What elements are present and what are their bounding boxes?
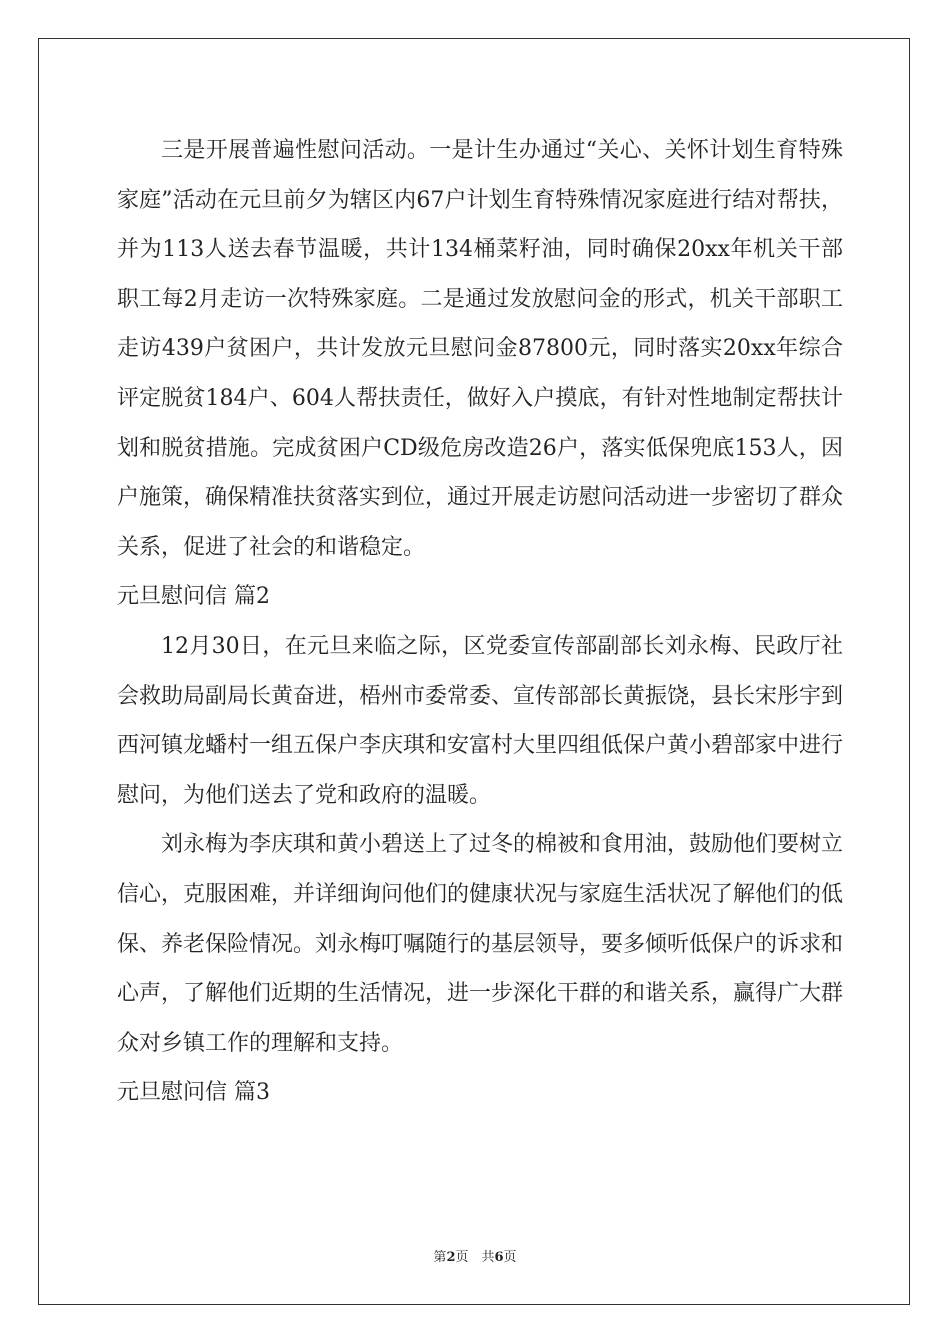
page-current: 2	[446, 1250, 456, 1265]
document-body	[117, 126, 843, 1118]
paragraph-liu-yongmei: 刘永梅为李庆琪和黄小碧送上了过冬的棉被和食用油，鼓励他们要树立信心，克服困难，并详细询问他们的健康状况与家庭生活状况了解他们的低保、养老保险情况。刘永梅叮嘱随行的基层领导，要多倾听低保户的诉求和心声，了解他们近期的生活情况，进一步深化干群的和谐关系，赢得广大群众对乡镇工作的理解和支持。	[117, 832, 844, 1056]
page-prefix: 第	[433, 1250, 447, 1265]
page-mid: 页 共	[455, 1250, 495, 1265]
paragraph-dec30-visit: 12月30日，在元旦来临之际，区党委宣传部副部长刘永梅、民政厅社会救助局副局长黄奋进，梧州市委常委、宣传部部长黄振饶，县长宋彤宇到西河镇龙蟠村一组五保户李庆琪和安富村大里四组低保户黄小碧部家中进行慰问，为他们送去了党和政府的温暖。	[117, 633, 844, 808]
section-heading-2: 元旦慰问信 篇2	[117, 584, 270, 610]
section-heading-3: 元旦慰问信 篇3	[117, 1080, 270, 1106]
page-total: 6	[494, 1250, 504, 1265]
page-suffix: 页	[503, 1250, 517, 1265]
page-footer	[0, 1246, 950, 1265]
paragraph-visits: 三是开展普遍性慰问活动。一是计生办通过“关心、关怀计划生育特殊家庭”活动在元旦前夕为辖区内67户计划生育特殊情况家庭进行结对帮扶，并为113人送去春节温暖，共计134桶菜籽油，同时确保20xx年机关干部职工每2月走访一次特殊家庭。二是通过发放慰问金的形式，机关干部职工走访439户贫困户，共计发放元旦慰问金87800元，同时落实20xx年综合评定脱贫184户、604人帮扶责任，做好入户摸底，有针对性地制定帮扶计划和脱贫措施。完成贫困户CD级危房改造26户，落实低保兜底153人，因户施策，确保精准扶贫落实到位，通过开展走访慰问活动进一步密切了群众关系，促进了社会的和谐稳定。	[117, 138, 844, 560]
